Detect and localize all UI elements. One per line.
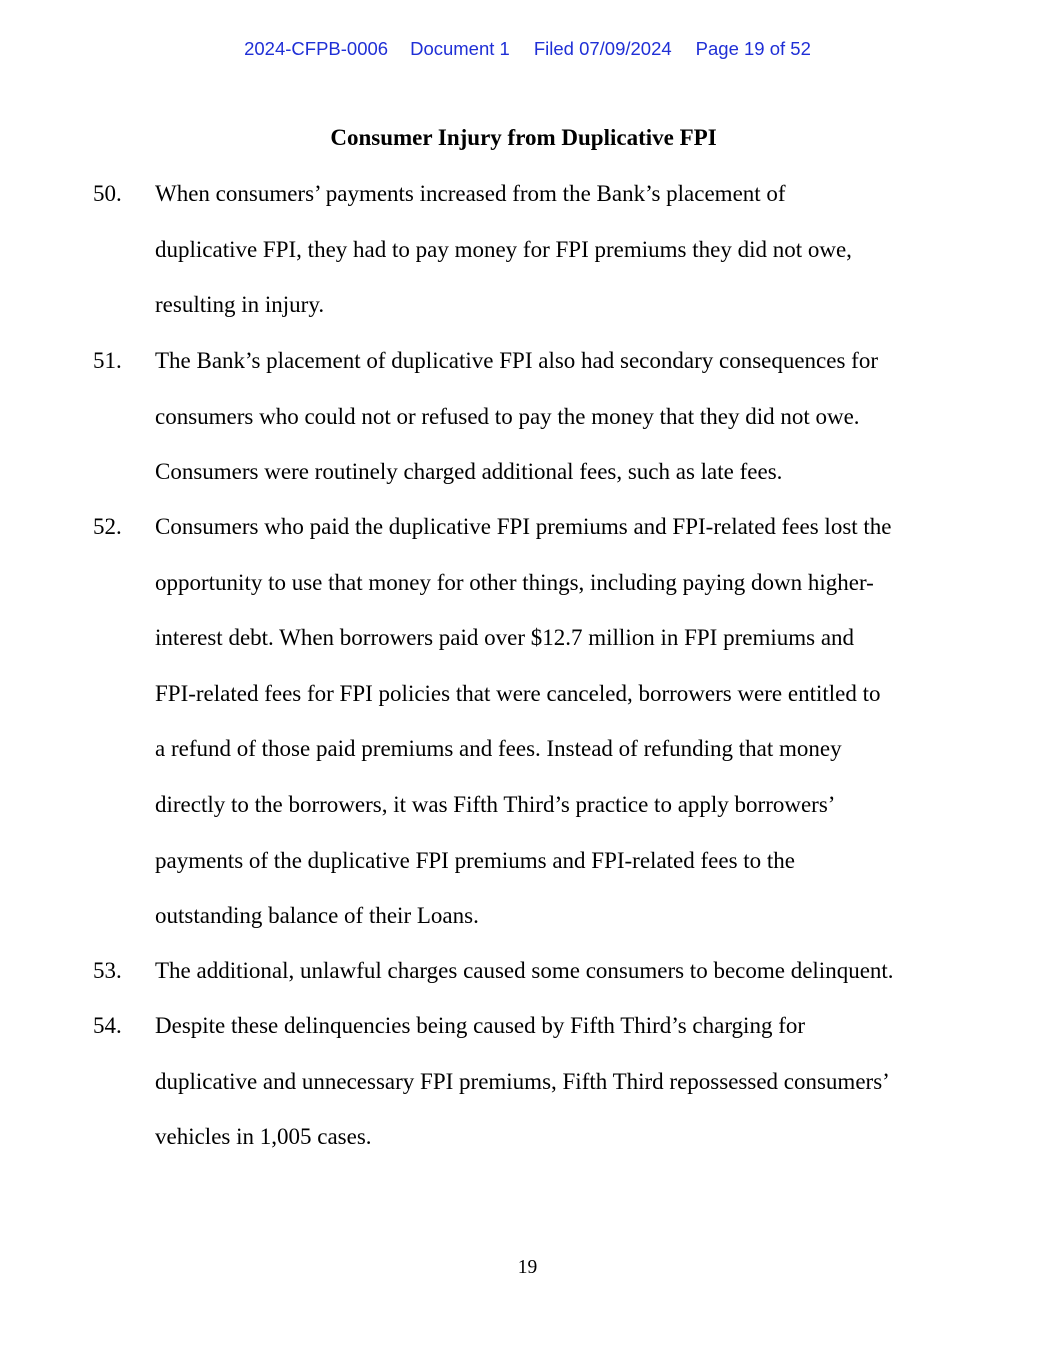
text-line: outstanding balance of their Loans. [155,903,479,929]
text-line: payments of the duplicative FPI premiums and FPI-related fees to the [155,847,796,873]
text-line: When consumers’ payments increased from the Bank’s placement of [155,181,786,206]
page-number: 19 [517,1257,538,1278]
text-line: opportunity to use that money for other things, including paying down higher- [155,569,874,595]
paragraph-number: 51. [93,348,122,373]
paragraph-text [155,943,940,999]
text-line: FPI-related fees for FPI policies that were canceled, borrowers were entitled to [155,680,881,706]
paragraph-text [155,166,940,333]
text-line: a refund of those paid premiums and fees. Instead of refunding that money [155,736,842,762]
text-line: duplicative and unnecessary FPI premiums, Fifth Third repossessed consumers’ [155,1068,890,1094]
paragraph-text [155,499,940,944]
paragraph-text [155,333,940,500]
section-heading: Consumer Injury from Duplicative FPI [330,125,717,150]
case-number: 2024-CFPB-0006 [244,38,389,59]
text-line: duplicative FPI, they had to pay money for FPI premiums they did not owe, [155,236,852,262]
paragraph-number: 53. [93,958,122,983]
paragraph-number: 50. [93,181,122,206]
page-of-total: Page 19 of 52 [695,38,811,59]
text-line: The additional, unlawful charges caused some consumers to become delinquent. [155,958,894,983]
text-line: The Bank’s placement of duplicative FPI also had secondary consequences for [155,348,878,373]
document-label: Document 1 [410,38,510,59]
text-line: consumers who could not or refused to pay the money that they did not owe. [155,403,860,429]
text-line: resulting in injury. [155,292,325,318]
text-line: interest debt. When borrowers paid over $12.7 million in FPI premiums and [155,625,855,651]
text-line: Despite these delinquencies being caused by Fifth Third’s charging for [155,1013,806,1038]
text-line: Consumers were routinely charged additional fees, such as late fees. [155,459,783,485]
filing-header [0,38,1055,60]
paragraph-number: 52. [93,514,122,539]
text-line: directly to the borrowers, it was Fifth Third’s practice to apply borrowers’ [155,791,836,817]
filed-date: Filed 07/09/2024 [533,38,672,59]
paragraph-number: 54. [93,1013,122,1038]
text-line: vehicles in 1,005 cases. [155,1124,372,1150]
text-line: Consumers who paid the duplicative FPI premiums and FPI-related fees lost the [155,514,892,539]
paragraph-text [155,998,940,1165]
